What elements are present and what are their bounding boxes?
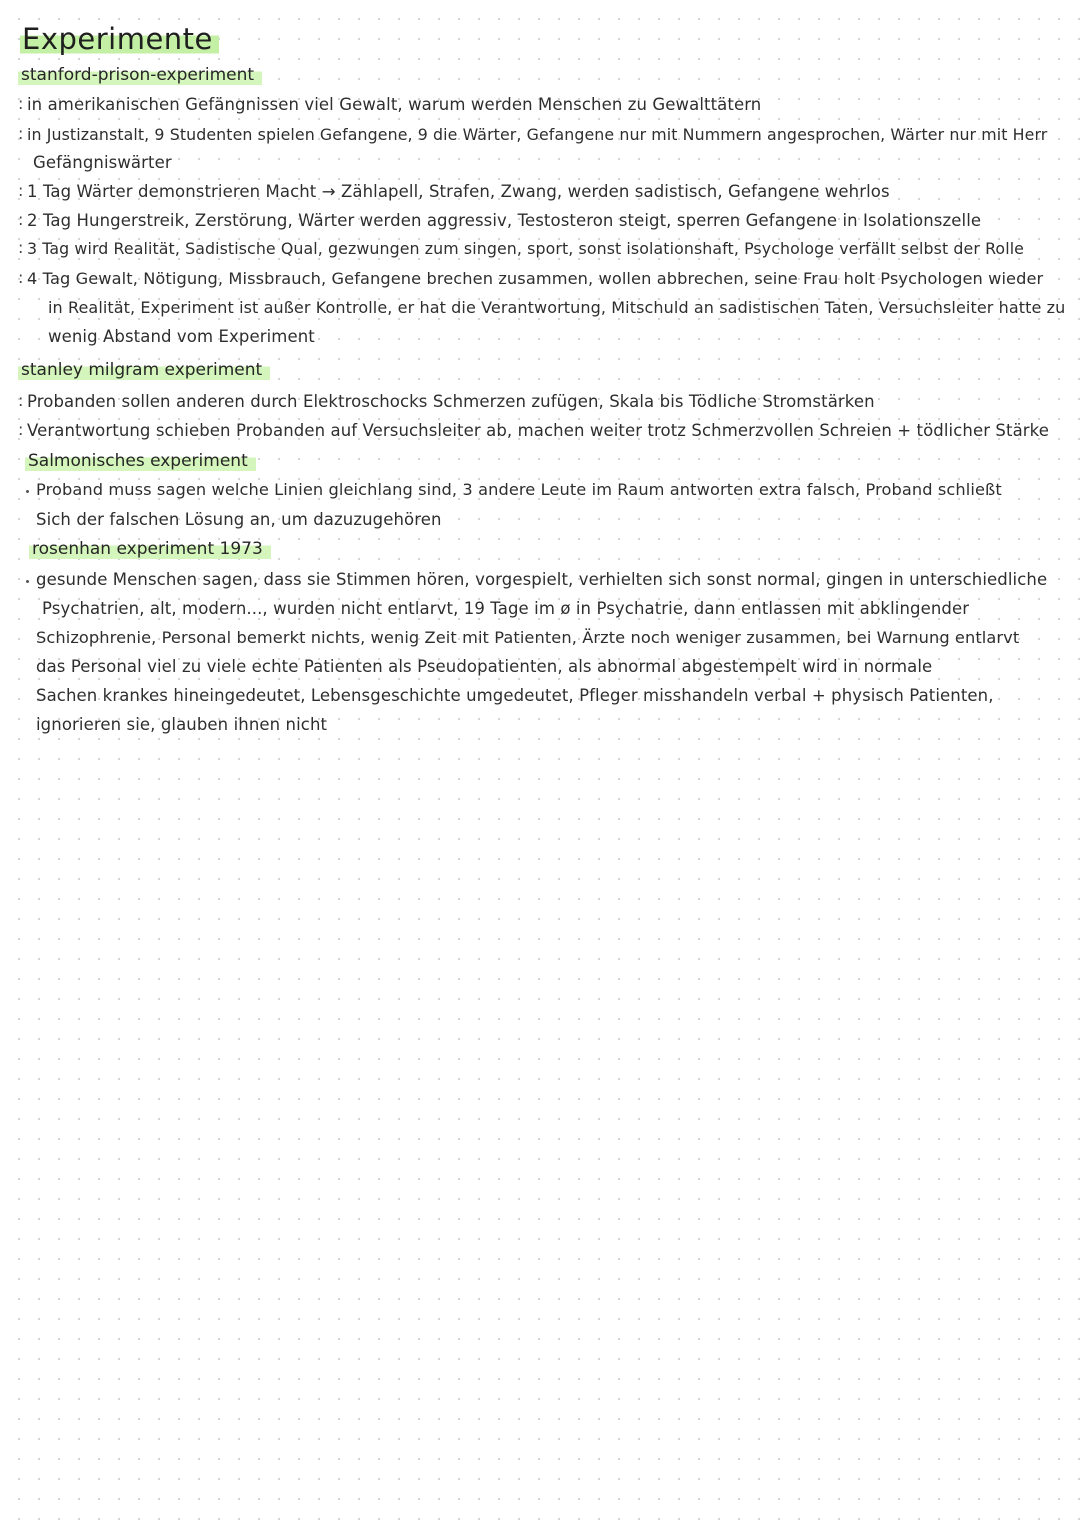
bullet-marker (26, 490, 29, 493)
milgram-line-1: Probanden sollen anderen durch Elektroschocks Schmerzen zufügen, Skala bis Tödliche Stromstärken (27, 392, 875, 411)
section-heading-stanford: stanford-prison-experiment (18, 64, 262, 86)
rosenhan-line-6: ignorieren sie, glauben ihnen nicht (36, 715, 328, 734)
rosenhan-line-2: Psychatrien, alt, modern..., wurden nicht entlarvt, 19 Tage im ø in Psychatrie, dann entlassen mit abklingender (42, 599, 970, 618)
bullet-marker: : (18, 94, 24, 113)
stanford-day-1: 1 Tag Wärter demonstrieren Macht → Zählapell, Strafen, Zwang, werden sadistisch, Gefangene wehrlos (27, 182, 890, 201)
bullet-marker: : (18, 420, 24, 439)
section-heading-milgram: stanley milgram experiment (18, 359, 270, 381)
stanford-day-2: 2 Tag Hungerstreik, Zerstörung, Wärter werden aggressiv, Testosteron steigt, sperren Gefangene in Isolationszelle (27, 211, 982, 230)
stanford-day-4: 4 Tag Gewalt, Nötigung, Missbrauch, Gefangene brechen zusammen, wollen abbrechen, seine Frau holt Psychologen wieder (27, 269, 1044, 288)
stanford-line-1: in amerikanischen Gefängnissen viel Gewalt, warum werden Menschen zu Gewalttätern (27, 95, 762, 114)
bullet-marker: : (18, 124, 24, 143)
rosenhan-line-1: gesunde Menschen sagen, dass sie Stimmen hören, vorgespielt, verhielten sich sonst normal, gingen in unterschiedliche (36, 570, 1048, 589)
milgram-line-2: Verantwortung schieben Probanden auf Versuchsleiter ab, machen weiter trotz Schmerzvollen Schreien + tödlicher Stärke (27, 421, 1049, 440)
stanford-line-9: wenig Abstand vom Experiment (48, 327, 315, 346)
rosenhan-line-5: Sachen krankes hineingedeutet, Lebensgeschichte umgedeutet, Pfleger misshandeln verbal + physisch Patienten, (36, 686, 994, 705)
section-heading-rosenhan: rosenhan experiment 1973 (29, 538, 271, 560)
bullet-marker (26, 580, 29, 583)
rosenhan-line-3: Schizophrenie, Personal bemerkt nichts, wenig Zeit mit Patienten, Ärzte noch weniger zusammen, bei Warnung entlarvt (36, 628, 1020, 647)
bullet-marker: : (18, 391, 24, 410)
section-heading-salmonisches: Salmonisches experiment (25, 450, 256, 472)
rosenhan-line-4: das Personal viel zu viele echte Patienten als Pseudopatienten, als abnormal abgestempelt wird in normale (36, 657, 933, 676)
stanford-line-3: Gefängniswärter (33, 153, 172, 172)
page-title: Experimente (20, 22, 219, 56)
stanford-day-3: 3 Tag wird Realität, Sadistische Qual, gezwungen zum singen, sport, sonst isolationshaft, Psychologe verfällt selbst der Rolle (27, 239, 1024, 258)
stanford-line-2: in Justizanstalt, 9 Studenten spielen Gefangene, 9 die Wärter, Gefangene nur mit Nummern angesprochen, Wärter nur mit Herr (27, 125, 1048, 144)
bullet-marker: : (18, 268, 24, 287)
stanford-line-8: in Realität, Experiment ist außer Kontrolle, er hat die Verantwortung, Mitschuld an sadistischen Taten, Versuchsleiter hatte zu (48, 298, 1066, 317)
salmonisches-line-1: Proband muss sagen welche Linien gleichlang sind, 3 andere Leute im Raum antworten extra falsch, Proband schließt (36, 480, 1002, 499)
bullet-marker: : (18, 210, 24, 229)
salmonisches-line-2: Sich der falschen Lösung an, um dazuzugehören (36, 510, 442, 529)
bullet-marker: : (18, 238, 24, 257)
bullet-marker: : (18, 181, 24, 200)
